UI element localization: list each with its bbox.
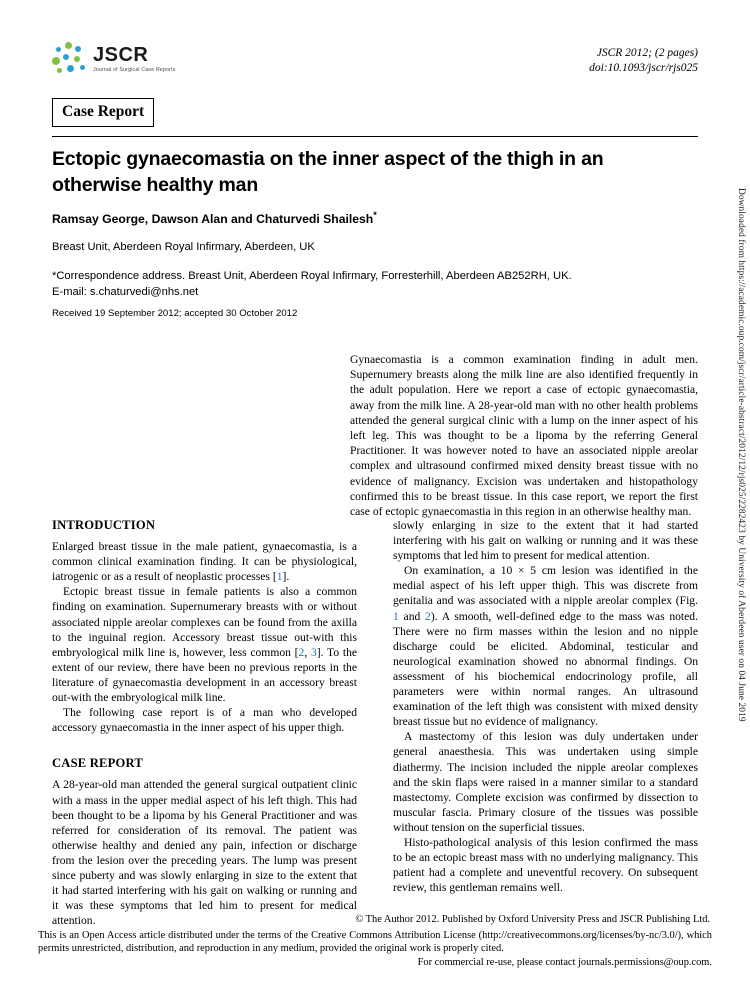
header-divider [52, 136, 698, 137]
case-paragraph-2 [393, 563, 698, 729]
body-column-right [393, 518, 698, 895]
citation-doi: doi:10.1093/jscr/rjs025 [589, 62, 698, 74]
correspondence-email: E-mail: s.chaturvedi@nhs.net [52, 286, 199, 298]
page-title: Ectopic gynaecomastia on the inner aspect of the thigh in an otherwise healthy man [52, 148, 604, 196]
reuse-text: For commercial re-use, please contact journals.permissions@oup.com. [417, 956, 712, 968]
journal-logo [52, 42, 176, 76]
logo-text [93, 45, 176, 73]
received-accepted-dates: Received 19 September 2012; accepted 30 October 2012 [52, 308, 298, 319]
reference-link-2[interactable]: 2 [298, 645, 305, 659]
section-heading-case-report: CASE REPORT [52, 756, 143, 771]
intro-p1-tail: ]. [282, 570, 290, 584]
intro-p1-text: Enlarged breast tissue in the male patient, gynaecomastia, is a common clinical examination finding. It can be physiological, iatrogenic or as a result of neoplastic processes [ [52, 540, 357, 584]
article-type-badge: Case Report [52, 98, 154, 127]
intro-paragraph-3: The following case report is of a man who developed accessory gynaecomastia in the inner aspect of his upper thigh. [52, 706, 357, 735]
license-text: This is an Open Access article distributed under the terms of the Creative Commons Attribution License (http://creativecommons.org/licenses/by-nc/3.0/), which permits unrestricted, distribution, and reproduction in any medium, provided the original work is properly cited. [38, 929, 712, 955]
download-watermark: Downloaded from https://academic.oup.com/jscr/article-abstract/2012/12/rjs025/2282423 by University of Aberdeen user on 04 June 2019 [736, 188, 746, 722]
logo-subtitle: Journal of Surgical Case Reports [93, 67, 176, 73]
case-paragraph-4: Histo-pathological analysis of this lesion confirmed the mass to be an ectopic breast mass with no underlying malignancy. This patient had a complete and uneventful recovery. On subsequent review, this gentleman remains well. [393, 835, 698, 895]
citation-block [589, 46, 698, 76]
citation-line-1: JSCR 2012; (2 pages) [596, 47, 698, 59]
author-list [52, 210, 652, 226]
figure-link-1[interactable]: 1 [393, 609, 399, 623]
correspondence-block [52, 268, 672, 300]
case-p2-tail: ). A smooth, well-defined edge to the mass was noted. There were no firm masses within the lesion and no nipple discharge could be elicited. Abdominal, testicular and neurological examination showed no abnormal findings. On assessment of his biochemical endocrinology profile, all parameters were within normal ranges. An ultrasound examination of the left thigh was consistent with mixed density breast tissue but no evidence of malignancy. [393, 609, 698, 729]
intro-paragraph-2 [52, 584, 357, 705]
intro-p2-sep: , [304, 645, 311, 659]
case-paragraph-1: A 28-year-old man attended the general surgical outpatient clinic with a mass in the upper medial aspect of his left thigh. This had been thought to be a lipoma by his General Practitioner and was referred for consideration of its removal. The patient was otherwise healthy and denied any pain, infection or discharge from the lesion over the preceding years. The lump was present since puberty and was slowly enlarging in size to the extent that it had started interfering with his gait on walking or running and it was these symptoms that led him to present for medical attention. [52, 778, 357, 928]
intro-p2-text: Ectopic breast tissue in female patients is also a common finding on examination. Supernumerary breasts with or without associated nipple areolar complexes can be found from the axilla to the inguinal region. Accessory breast tissue out-with this embryological milk line is, however, less common [ [52, 585, 357, 659]
intro-p2-tail: ]. To the extent of our review, there have been no previous reports in the literature of gynaecomastia development in an accessory breast out-with the embryological milk line. [52, 645, 358, 705]
affiliation: Breast Unit, Aberdeen Royal Infirmary, Aberdeen, UK [52, 241, 315, 253]
body-column-left [52, 518, 357, 928]
abstract-text: Gynaecomastia is a common examination finding in adult men. Supernumery breasts along the milk line are also identified frequently in the adult population. Here we report a case of ectopic gynaecomastia, away from the milk line. A 28-year-old man with no other health problems attended the general surgical clinic with a lump on the inner aspect of his left leg. This was thought to be a lipoma by the referring General Practitioner. It was however noted to have an associated nipple areolar complex and ultrasound confirmed mixed density breast tissue with no evidence of malignancy. Excision was undertaken and histopathology confirmed this to be breast tissue. In this case report, we report the first case of ectopic gynaecomastia in this region in an otherwise healthy man. [350, 353, 698, 519]
case-p2-and: and [398, 609, 426, 623]
jscr-dots-icon [52, 42, 86, 76]
logo-title: JSCR [93, 44, 149, 66]
license-line [38, 929, 712, 970]
case-p2-text: On examination, a 10 × 5 cm lesion was identified in the medial aspect of his left upper thigh. This was discrete from genitalia and was associated with a nipple areolar complex (Fig. [393, 564, 698, 608]
correspondence-address: *Correspondence address. Breast Unit, Aberdeen Royal Infirmary, Forresterhill, Aberdeen AB252RH, UK. [52, 270, 572, 282]
author-marker: * [373, 210, 377, 220]
page-header [52, 42, 698, 94]
intro-paragraph-1 [52, 539, 357, 584]
reference-link-1[interactable]: 1 [276, 570, 283, 584]
page-footer [38, 913, 712, 969]
case-paragraph-3: A mastectomy of this lesion was duly undertaken under general anaesthesia. This was undertaken using simple diathermy. The incision included the nipple areolar complexes and the skin flaps were raised in a manner similar to a standard mastectomy. Complete excision was confirmed by dissection to muscular fascia. Primary closure of the tissues was possible without tension on the superficial tissues. [393, 730, 698, 834]
section-heading-introduction: INTRODUCTION [52, 518, 156, 532]
case-paragraph-1-cont: slowly enlarging in size to the extent that it had started interfering with his gait on walking or running and it was these symptoms that led him to present for medical attention. [393, 519, 698, 563]
copyright-line: © The Author 2012. Published by Oxford University Press and JSCR Publishing Ltd. [355, 914, 710, 925]
reference-link-3[interactable]: 3 [310, 645, 317, 659]
figure-link-2[interactable]: 2 [425, 609, 431, 623]
author-names: Ramsay George, Dawson Alan and Chaturvedi Shailesh [52, 212, 374, 227]
